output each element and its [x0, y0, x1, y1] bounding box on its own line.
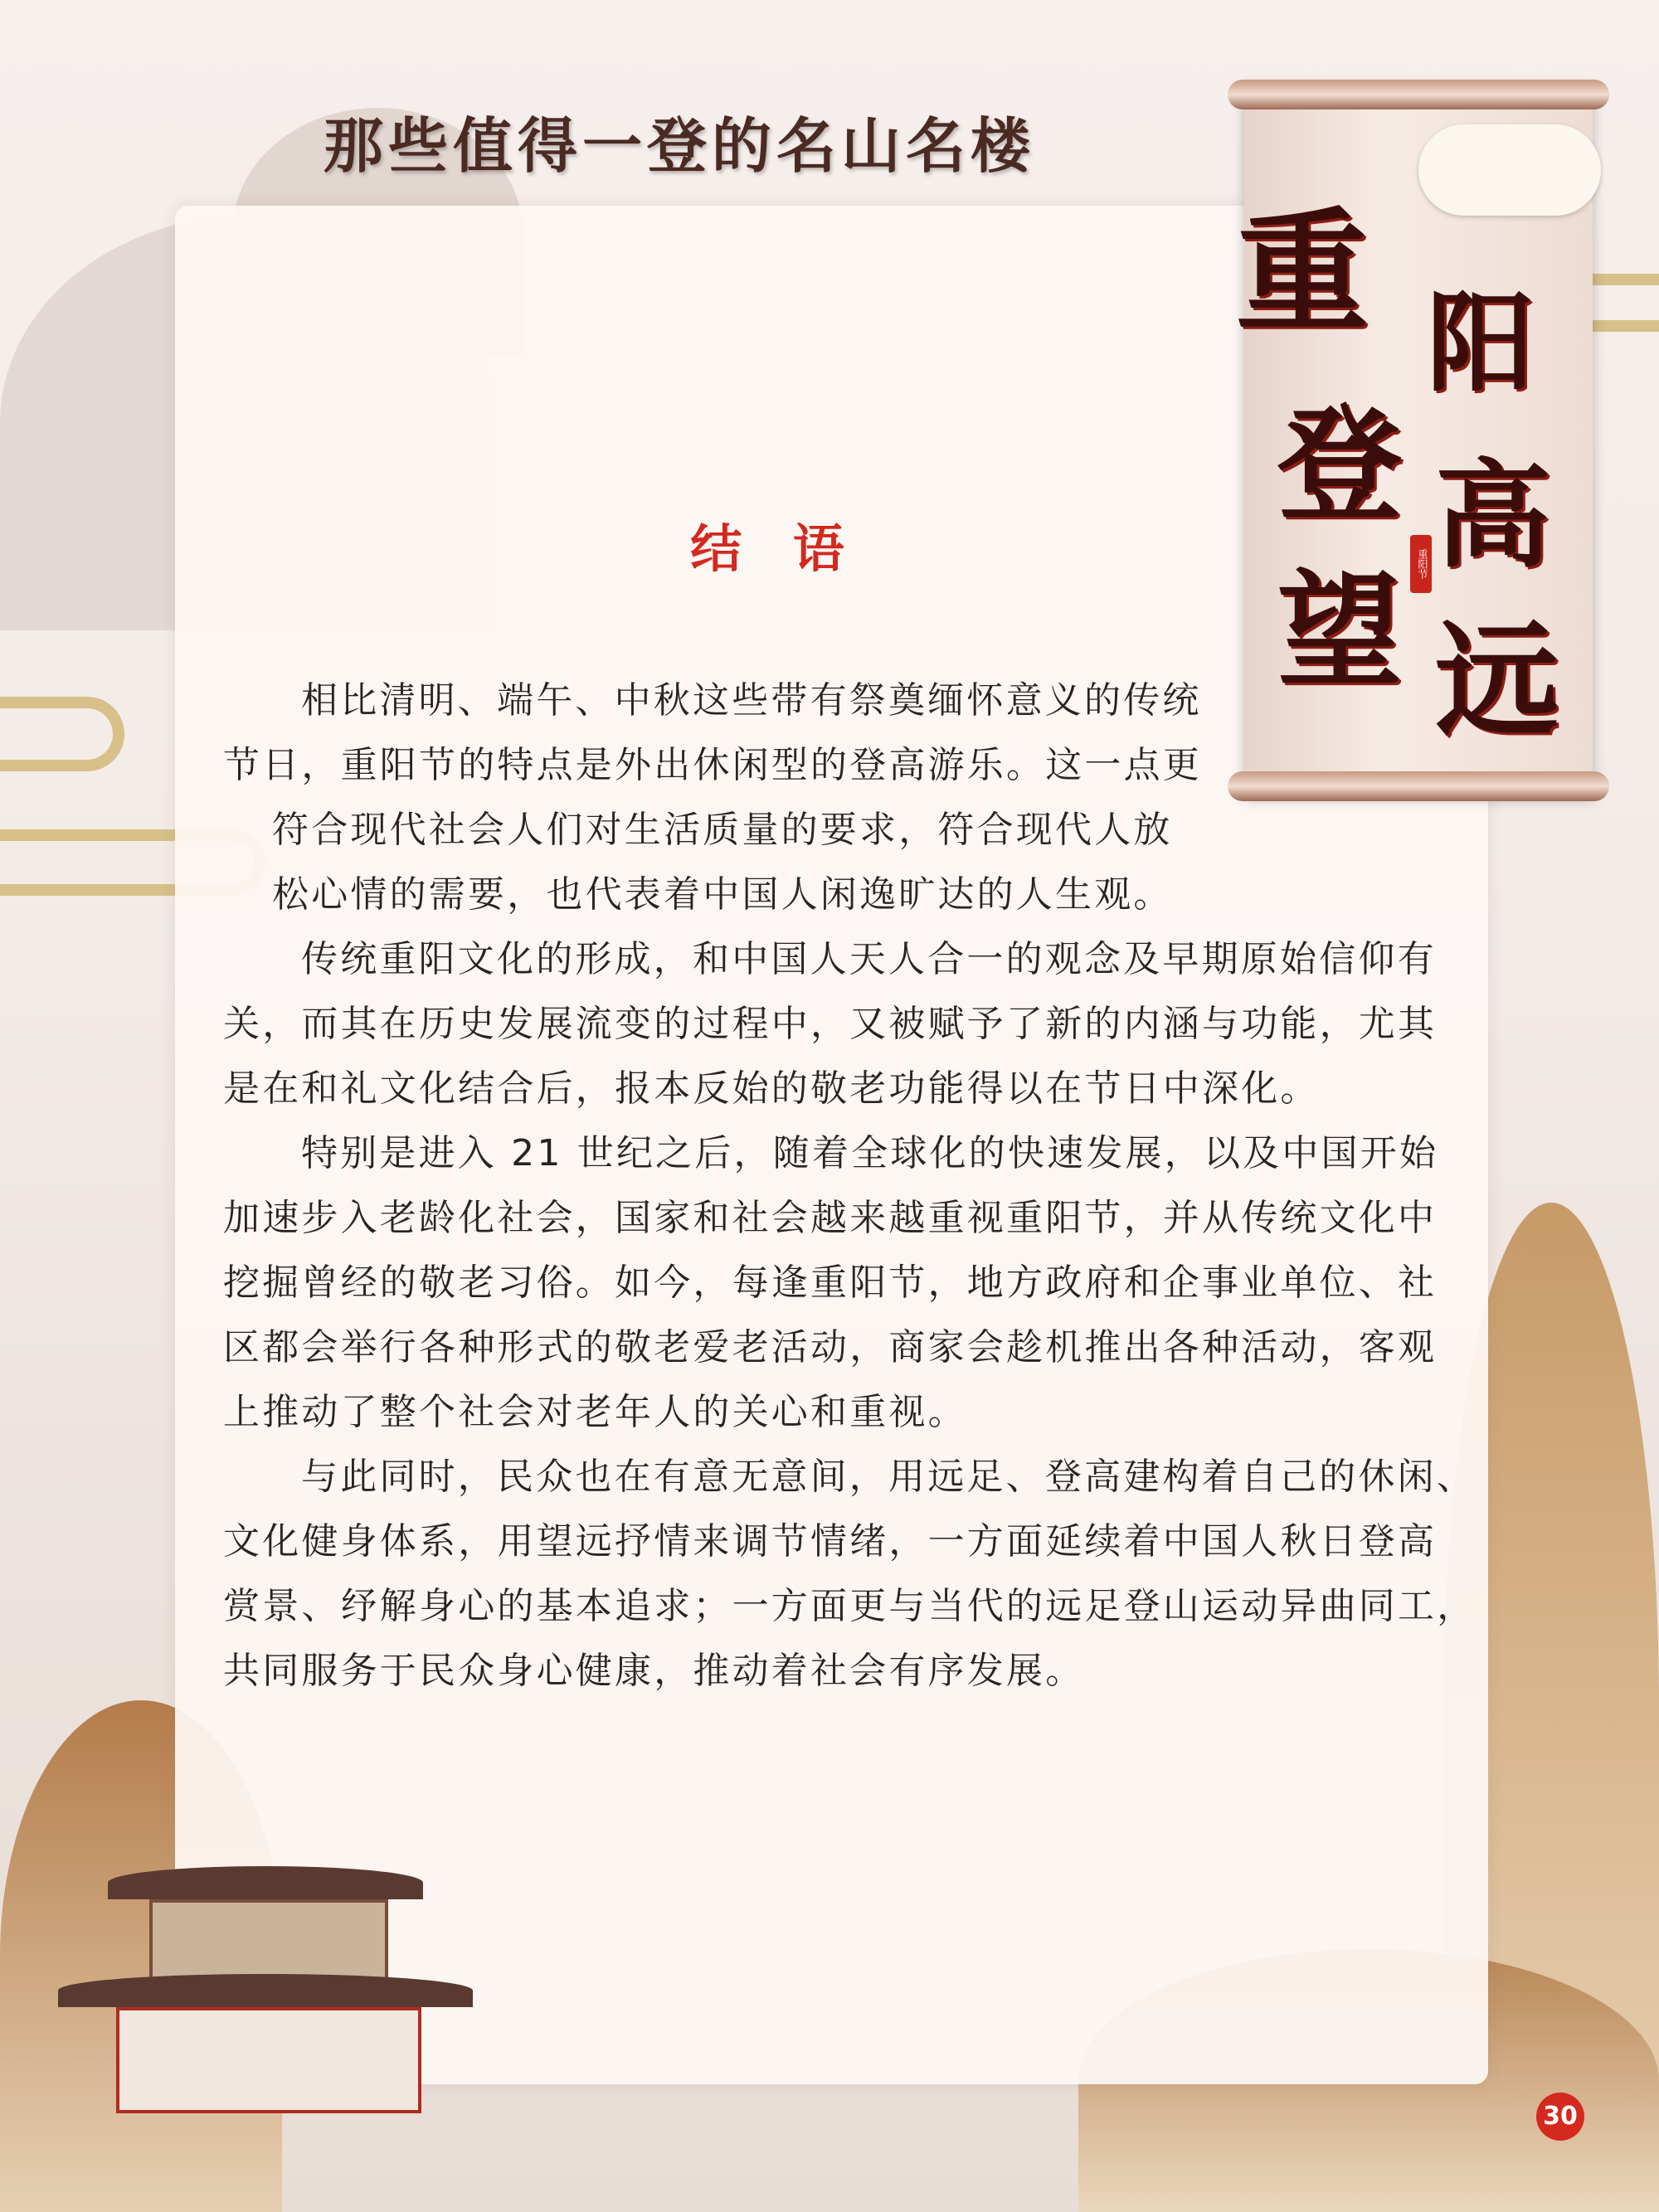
text-line: 赏景、纾解身心的基本追求；一方面更与当代的远足登山运动异曲同工， [223, 1585, 1477, 1627]
text-line: 关，而其在历史发展流变的过程中，又被赋予了新的内涵与功能，尤其 [223, 1003, 1438, 1045]
seal-stamp: 重阳节 [1410, 535, 1432, 593]
text-line: 符合现代社会人们对生活质量的要求，符合现代人放 [272, 809, 1173, 851]
text-line: 挖掘曾经的敬老习俗。如今，每逢重阳节，地方政府和企事业单位、社 [223, 1262, 1438, 1304]
text-line: 区都会举行各种形式的敬老爱老活动，商家会趁机推出各种活动，客观 [223, 1326, 1438, 1369]
text-line: 文化健身体系，用望远抒情来调节情绪，一方面延续着中国人秋日登高 [223, 1520, 1438, 1563]
scroll-rod-bottom [1228, 771, 1609, 801]
text-line: 是在和礼文化结合后，报本反始的敬老功能得以在节日中深化。 [223, 1067, 1320, 1110]
banner-char: 登 [1277, 392, 1403, 538]
text-line: 特别是进入 21 世纪之后，随着全球化的快速发展，以及中国开始 [301, 1132, 1439, 1174]
scroll-rod-top [1228, 80, 1609, 109]
text-line: 松心情的需要，也代表着中国人闲逸旷达的人生观。 [272, 873, 1173, 916]
text-line: 节日，重阳节的特点是外出休闲型的登高游乐。这一点更 [223, 744, 1202, 786]
text-line: 上推动了整个社会对老年人的关心和重视。 [223, 1391, 967, 1433]
text-line: 加速步入老龄化社会，国家和社会越来越重视重阳节，并从传统文化中 [223, 1197, 1438, 1239]
text-line: 共同服务于民众身心健康，推动着社会有序发展。 [223, 1650, 1085, 1692]
banner-char: 高 [1435, 448, 1552, 584]
text-line: 相比清明、端午、中秋这些带有祭奠缅怀意义的传统 [301, 679, 1202, 722]
banner-char: 望 [1277, 558, 1403, 704]
banner-char: 阳 [1427, 280, 1535, 406]
banner-char: 远 [1435, 608, 1560, 754]
page-title: 那些值得一登的名山名楼 [324, 110, 1036, 181]
pavilion-illustration [58, 1866, 473, 2115]
section-heading: 结 语 [690, 518, 861, 579]
text-line: 传统重阳文化的形成，和中国人天人合一的观念及早期原始信仰有 [301, 938, 1437, 980]
gold-ring-decoration [0, 697, 124, 771]
cloud-icon [1418, 124, 1601, 216]
banner-char: 重 [1236, 194, 1370, 350]
text-line: 与此同时，民众也在有意无意间，用远足、登高建构着自己的休闲、 [301, 1456, 1476, 1498]
page-number-badge: 30 [1536, 2093, 1584, 2141]
